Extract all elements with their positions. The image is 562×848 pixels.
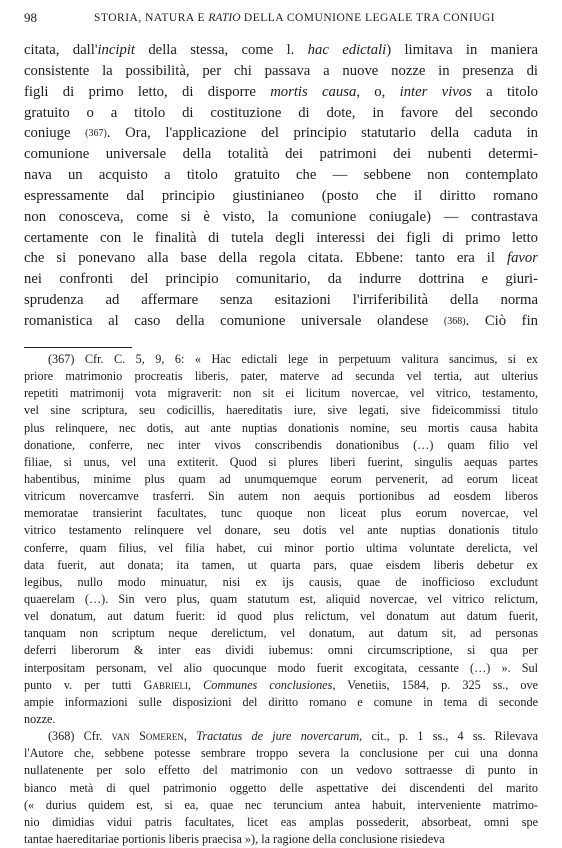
text-run: che si ponevano alla base della regola citata. Ebbene: tanto era il [24, 250, 507, 267]
text-run: vitrico testamento relinquere vel donare, seu dotis vel ante nuptias donationis titulo [24, 523, 538, 538]
text-run: filiae, si unus, vel una extiterit. Quod si plures liberi fuerint, singulis aequas partes [24, 454, 538, 469]
text-run: memoratae transierint facultates, tunc quoque non liceat plus eorum novercae, vel [24, 506, 538, 521]
body-line [24, 82, 538, 103]
text-run: nei confronti del principio comunitario, da indurre dottrina e giuri- [24, 271, 538, 288]
text-run: legibus, nullo modo minuatur, nisi ex ijs causis, quae de inofficioso excludunt [24, 574, 538, 589]
footnote-line [24, 454, 538, 471]
footnote-line [24, 745, 538, 762]
text-run: , o, [356, 83, 400, 100]
text-run: , [183, 729, 197, 744]
text-run: gratuito o a titolo di costituzione di dote, in favore del secondo [24, 104, 538, 121]
text-run: interpositam personam, vel alio quocunque modo fuerit excogitata, cessante (…) ». Sul [24, 660, 538, 675]
text-run: nio dimidias vidui patris facultates, licet eas amplas possederit, absorbeat, omni spe [24, 814, 538, 829]
footnote-line [24, 591, 538, 608]
running-head-ratio: RATIO [208, 12, 241, 24]
footnote-line [24, 574, 538, 591]
text-run: vel donatum, aut datum fuerit: id quod plus relictum, vel donatum aut datum fuerit, [24, 609, 538, 624]
text-run: tanquam non scriptum neque derelictum, vel donatum, aut datum sit, ad personas [24, 626, 538, 641]
footnote-line [24, 780, 538, 797]
text-run: (368) Cfr. [48, 729, 112, 744]
italic-run: Communes conclusiones [203, 677, 333, 692]
text-run: plus relinquere, nec dotis, aut ante nuptias donationis nomine, seu mortis causa habita [24, 420, 538, 435]
footnotes [24, 351, 538, 848]
text-run: certamente con le finalità di tutela degli interessi dei figli di primo letto [24, 229, 538, 246]
italic-run: mortis causa [270, 83, 357, 100]
text-run: nozze. [24, 711, 56, 726]
text-run: deferri liberorum & inter eas dividi iubemus: omni circumscriptione, si qua per [24, 643, 538, 658]
text-run: (« durius quidem est, si ea, quae nec teruncium antea habuit, interveniente matrimo- [24, 797, 538, 812]
text-run: , Venetiis, 1584, p. 325 ss., ove [332, 677, 538, 692]
italic-run: inter vivos [399, 83, 472, 100]
footnote-line [24, 625, 538, 642]
running-head [94, 10, 495, 26]
text-run: non conosceva, come si è visto, la comunione coniugale) — contrastava [24, 208, 538, 225]
footnote-line [24, 814, 538, 831]
footnote-line [24, 677, 538, 694]
footnote-line [24, 660, 538, 677]
text-run: conferre, quam filius, vel filia habet, cui minor portio ultima voluntate derelicta, vel [24, 540, 538, 555]
text-run: comunione universale della totalità dei patrimoni dei nubenti determi- [24, 146, 538, 163]
footnote-reference: (368) [443, 315, 466, 327]
text-run: data fuerit, aut donata; ita tamen, ut quarta pars, quae eisdem liberis debetur ex [24, 557, 538, 572]
author-name: van Someren [111, 729, 184, 744]
body-line [24, 269, 538, 290]
text-run: a titolo [471, 83, 538, 100]
text-run: priore matrimonio procreatis liberis, pater, materve ad secunda vel tertia, aut ulterius [24, 369, 538, 384]
text-run: romanistica al caso della comunione universale olandese [24, 312, 444, 329]
body-paragraph [24, 40, 538, 332]
footnote-line [24, 557, 538, 574]
text-run: . Ora, l'applicazione del principio statutario della caduta in [106, 125, 538, 142]
footnote-line [24, 711, 538, 728]
footnote-separator [24, 347, 132, 348]
running-head-part1: STORIA, NATURA E [94, 12, 209, 24]
footnote-reference: (367) [85, 128, 107, 140]
text-run: punto v. per tutti [24, 677, 144, 692]
body-line [24, 165, 538, 186]
body-line [24, 248, 538, 269]
footnote-line [24, 385, 538, 402]
footnote-line [24, 797, 538, 814]
body-line [24, 144, 538, 165]
text-run: ) limitava in maniera [386, 42, 538, 58]
text-run: coniuge [24, 125, 86, 142]
footnote-line [24, 420, 538, 437]
body-line [24, 290, 538, 311]
italic-run: Tractatus de jure novercarum [196, 729, 360, 744]
footnote-line [24, 351, 538, 368]
body-line [24, 228, 538, 249]
text-run: della stessa, come l. [135, 42, 308, 58]
text-run: figli di primo letto, di disporre [24, 83, 271, 100]
text-run: consistente la possibilità, per chi passava a nuove nozze in presenza di [24, 62, 538, 79]
footnote-line [24, 608, 538, 625]
text-run: donatione, conferre, nec inter vivos conscribendis donationibus (…) quam filio vel [24, 437, 538, 452]
italic-run: favor [506, 250, 538, 267]
text-run: vitricum novercamve trasferri. Sin autem non aequis portionibus ad eosdem liberos [24, 489, 538, 504]
text-run: bianco metà di quel patrimonio oggetto delle aspettative dei discendenti del marito [24, 780, 538, 795]
text-run: tantae haereditariae portionis liberis praecisa »), la ragione della conclusione risiedeva [24, 831, 445, 846]
text-run: , [187, 677, 204, 692]
text-run: quaerelam (…). Sin vero plus, quam statutum est, aliquid novercae, vel vitrico relictum, [24, 591, 538, 606]
text-run: nava un acquisto a titolo gratuito che — sebbene non contemplato [24, 167, 538, 184]
book-page [24, 0, 538, 846]
text-run: l'Autore che, sebbene potesse sembrare troppo severa la conclusione per cui una donna [24, 746, 538, 761]
footnote-line [24, 402, 538, 419]
footnote-line [24, 762, 538, 779]
text-run: sprudenza ad affermare senza esitazioni l'irriferibilità della norma [24, 292, 538, 309]
text-run: nullatenente per solo effetto del matrimonio con un vedovo sottraesse di punto in [24, 763, 538, 778]
footnote-line [24, 522, 538, 539]
page-number: 98 [24, 10, 37, 25]
footnote-line [24, 471, 538, 488]
body-line [24, 311, 538, 332]
text-run: vel sine scriptura, seu codicillis, haereditatis iure, sive legati, sive fideicommissi titulo [24, 403, 538, 418]
author-name: Gabrieli [143, 677, 188, 692]
body-line [24, 61, 538, 82]
footnote-line [24, 368, 538, 385]
text-run: ampie informazioni sulle disposizioni del diritto romano e comune in tema di seconde [24, 694, 538, 709]
footnote-line [24, 694, 538, 711]
body-line [24, 207, 538, 228]
footnote-line [24, 488, 538, 505]
text-run: . Ciò fin [465, 312, 538, 329]
body-line [24, 103, 538, 124]
text-run: citata, dall' [24, 42, 98, 58]
page-header [24, 10, 538, 26]
text-run: habentibus, minime plus quam ad unumquemque eorum pervenerit, ad eorum liceat [24, 471, 538, 486]
body-line [24, 123, 538, 144]
text-run: (367) Cfr. C. 5, 9, 6: « Hac edictali lege in perpetuum valitura sancimus, si ex [48, 352, 538, 366]
footnote-line [24, 505, 538, 522]
text-run: , cit., p. 1 ss., 4 ss. Rilevava [359, 729, 538, 744]
italic-run: hac edictali [307, 42, 387, 58]
text-run: espressamente dal principio giustinianeo (posto che il diritto romano [24, 187, 538, 204]
body-line [24, 186, 538, 207]
footnote-line [24, 540, 538, 557]
footnote-line [24, 728, 538, 745]
text-run: repetiti matrimonij vota migraverit: non sit ei licitum novercae, vel vitrico, testamento, [24, 386, 538, 401]
footnote-line [24, 437, 538, 454]
running-head-part2: DELLA COMUNIONE LEGALE TRA CONIUGI [240, 12, 496, 24]
footnote-line [24, 642, 538, 659]
italic-run: incipit [97, 42, 135, 58]
footnote-line [24, 831, 538, 848]
body-line [24, 40, 538, 61]
